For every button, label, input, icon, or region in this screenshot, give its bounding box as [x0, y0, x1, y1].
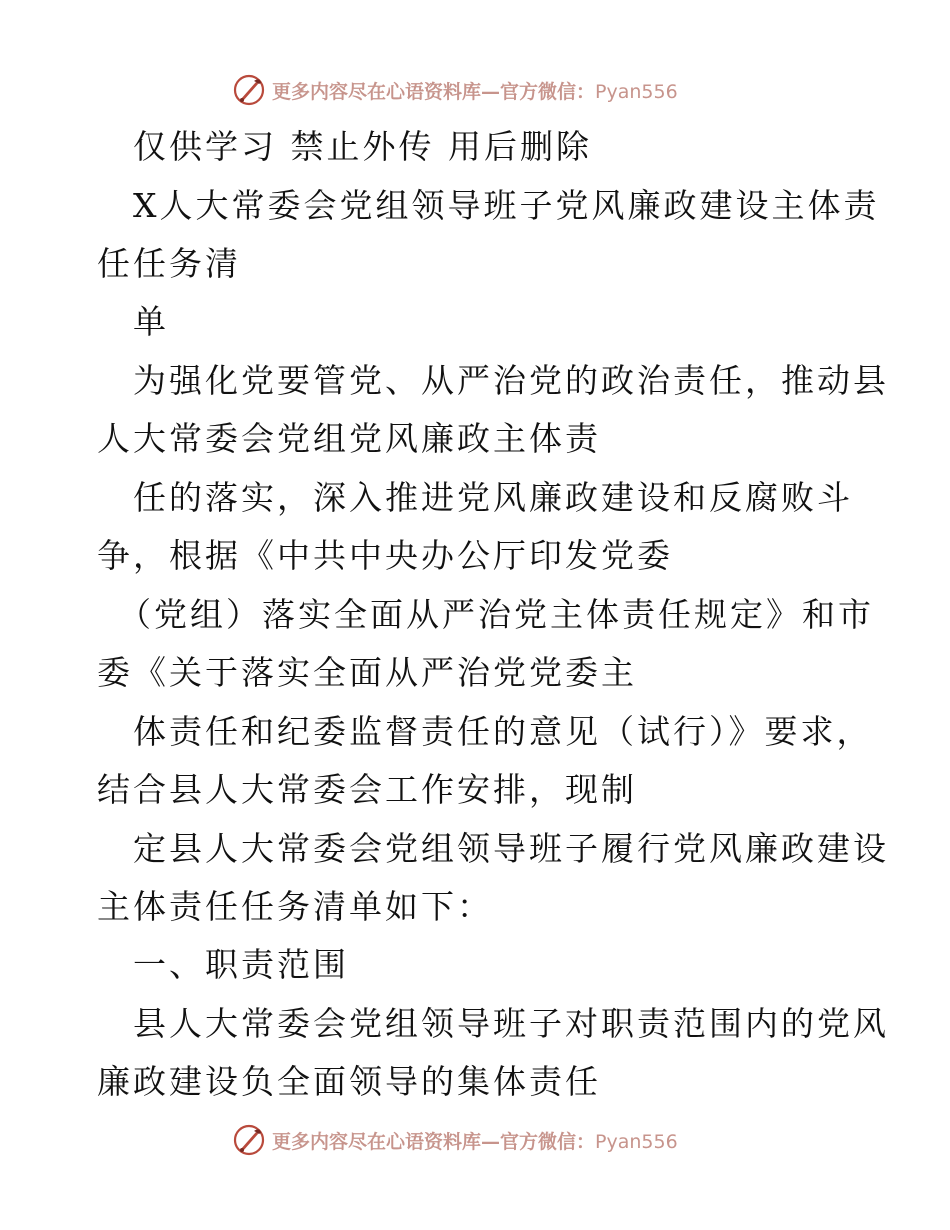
- paragraph-line: 人大常委会党组党风廉政主体责: [97, 419, 601, 458]
- paragraph-line: 任的落实，深入推进党风廉政建设和反腐败斗: [133, 478, 853, 517]
- section-heading: 一、职责范围: [133, 945, 349, 984]
- notice-line: 仅供学习 禁止外传 用后删除: [133, 127, 592, 166]
- paragraph-line: 为强化党要管党、从严治党的政治责任，推动县: [133, 361, 889, 400]
- title-line-2: 任任务清: [97, 244, 241, 283]
- footer-watermark-banner: [0, 1120, 950, 1160]
- paragraph-line: 结合县人大常委会工作安排，现制: [97, 770, 637, 809]
- title-line-3: 单: [133, 302, 169, 341]
- paragraph-line: 争，根据《中共中央办公厅印发党委: [97, 536, 673, 575]
- watermark-content: [232, 1120, 678, 1160]
- quill-pen-icon: [232, 1123, 266, 1157]
- paragraph-line: 廉政建设负全面领导的集体责任: [97, 1062, 601, 1101]
- paragraph-line: 定县人大常委会党组领导班子履行党风廉政建设: [133, 829, 889, 868]
- wechat-id: Pyan556: [595, 80, 678, 103]
- paragraph-line: 县人大常委会党组领导班子对职责范围内的党风: [133, 1004, 889, 1043]
- paragraph-line: 体责任和纪委监督责任的意见（试行）》要求，: [133, 712, 873, 751]
- watermark-text: 更多内容尽在心语资料库—官方微信：Pyan556: [272, 1130, 678, 1153]
- paragraph-line: （党组）落实全面从严治党主体责任规定》和市: [118, 595, 874, 634]
- watermark-text: 更多内容尽在心语资料库—官方微信：Pyan556: [272, 80, 678, 103]
- paragraph-line: 主体责任任务清单如下：: [97, 887, 493, 926]
- title-line-1: X人大常委会党组领导班子党风廉政建设主体责: [133, 186, 880, 225]
- wechat-id: Pyan556: [595, 1130, 678, 1153]
- paragraph-line: 委《关于落实全面从严治党党委主: [97, 653, 637, 692]
